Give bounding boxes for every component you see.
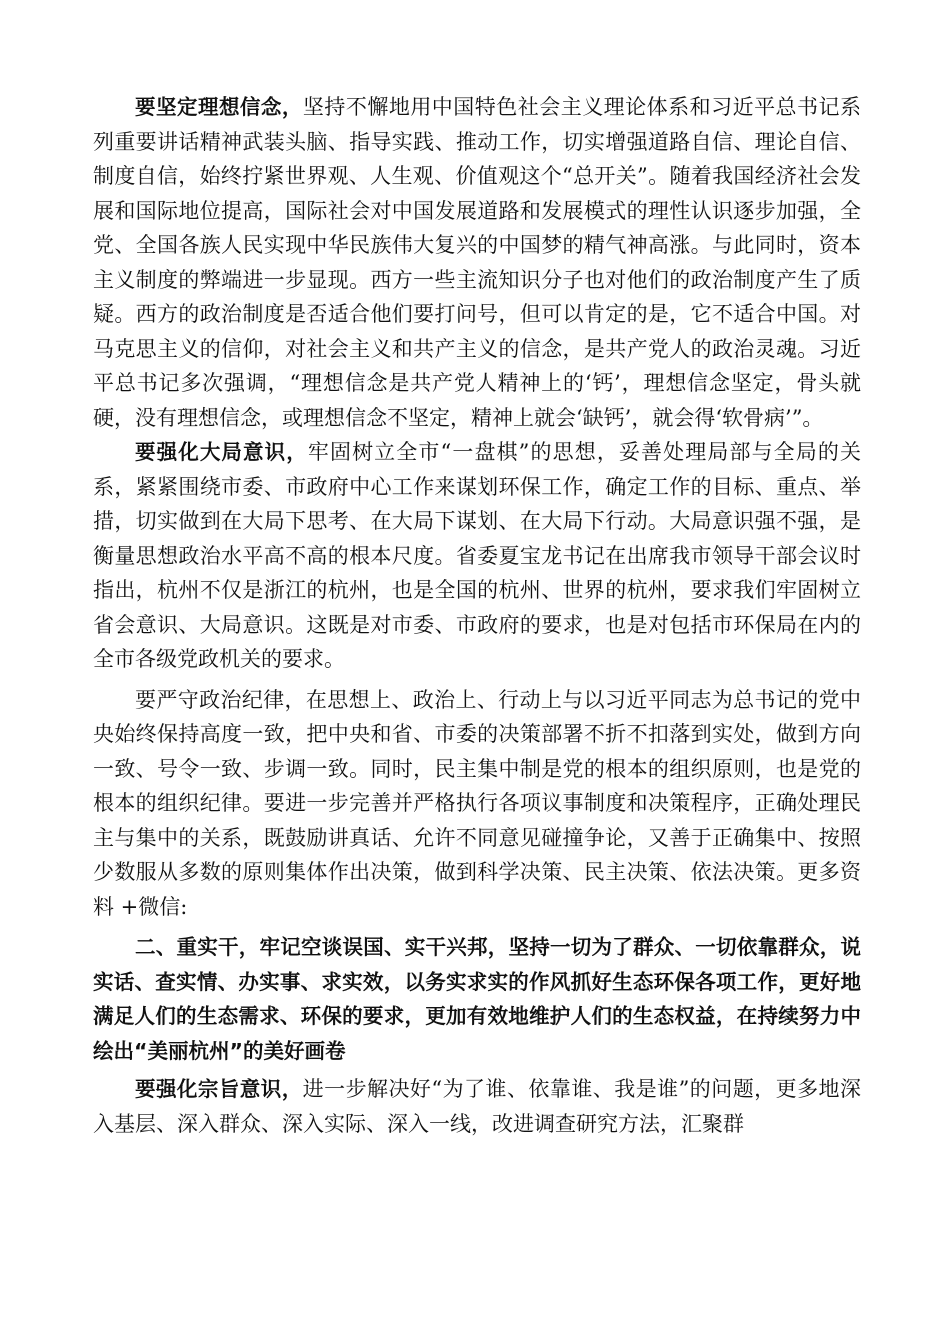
paragraph-body: 进一步解决好“为了谁、依靠谁、我是谁”的问题，更多地深入基层、深入群众、深入实际、深入一线，改进调查研究方法，汇聚群	[93, 1077, 861, 1136]
paragraph-purpose-awareness	[93, 1072, 861, 1141]
paragraph-political-discipline	[93, 683, 861, 925]
paragraph-ideals	[93, 90, 861, 435]
paragraph-lead: 要强化宗旨意识，	[135, 1077, 303, 1101]
paragraph-body: 牢固树立全市“一盘棋”的思想，妥善处理局部与全局的关系，紧紧围绕市委、市政府中心工作来谋划环保工作，确定工作的目标、重点、举措，切实做到在大局下思考、在大局下谋划、在大局下行动。大局意识强不强，是衡量思想政治水平高不高的根本尺度。省委夏宝龙书记在出席我市领导干部会议时指出，杭州不仅是浙江的杭州，也是全国的杭州、世界的杭州，要求我们牢固树立省会意识、大局意识。这既是对市委、市政府的要求，也是对包括市环保局在内的全市各级党政机关的要求。	[93, 440, 861, 671]
document-page	[93, 90, 861, 1141]
paragraph-lead: 要强化大局意识，	[135, 440, 308, 464]
paragraph-body: 坚持不懈地用中国特色社会主义理论体系和习近平总书记系列重要讲话精神武装头脑、指导实践、推动工作，切实增强道路自信、理论自信、制度自信，始终拧紧世界观、人生观、价值观这个“总开关”。随着我国经济社会发展和国际地位提高，国际社会对中国发展道路和发展模式的理性认识逐步加强，全党、全国各族人民实现中华民族伟大复兴的中国梦的精气神高涨。与此同时，资本主义制度的弊端进一步显现。西方一些主流知识分子也对他们的政治制度产生了质疑。西方的政治制度是否适合他们要打问号，但可以肯定的是，它不适合中国。对马克思主义的信仰，对社会主义和共产主义的信念，是共产党人的政治灵魂。习近平总书记多次强调，“理想信念是共产党人精神上的‘钙’，理想信念坚定，骨头就硬，没有理想信念，或理想信念不坚定，精神上就会‘缺钙’，就会得‘软骨病’”。	[93, 95, 862, 430]
paragraph-body: 要严守政治纪律，在思想上、政治上、行动上与以习近平同志为总书记的党中央始终保持高度一致，把中央和省、市委的决策部署不折不扣落到实处，做到方向一致、号令一致、步调一致。同时，民主集中制是党的根本的组织原则，也是党的根本的组织纪律。要进一步完善并严格执行各项议事制度和决策程序，正确处理民主与集中的关系，既鼓励讲真话、允许不同意见碰撞争论，又善于正确集中、按照少数服从多数的原则集体作出决策，做到科学决策、民主决策、依法决策。更多资料 +微信:	[93, 687, 861, 919]
section-heading: 二、重实干，牢记空谈误国、实干兴邦，坚持一切为了群众、一切依靠群众，说实话、查实情、办实事、求实效，以务实求实的作风抓好生态环保各项工作，更好地满足人们的生态需求、环保的要求，更加有效地维护人们的生态权益，在持续努力中绘出“美丽杭州”的美好画卷	[93, 935, 861, 1063]
paragraph-overall-awareness	[93, 435, 861, 677]
paragraph-lead: 要坚定理想信念，	[135, 95, 303, 119]
